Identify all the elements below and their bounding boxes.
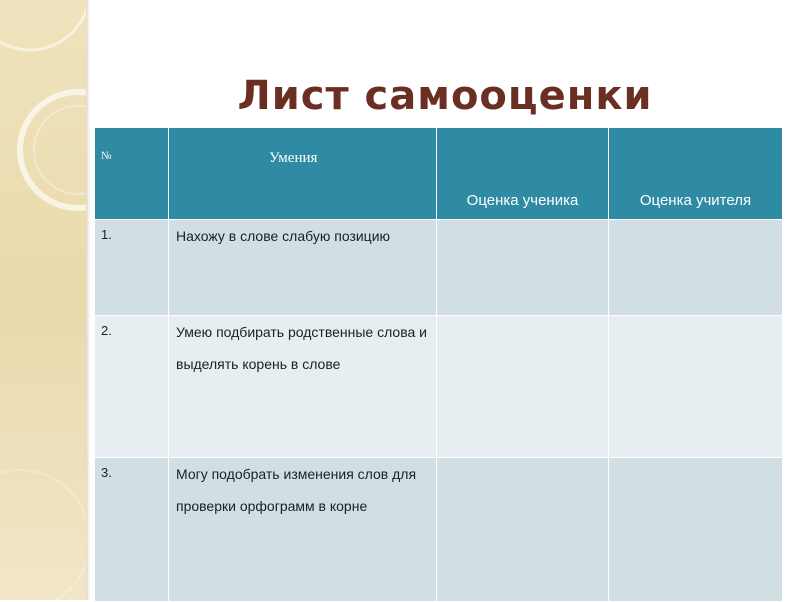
self-assessment-table	[94, 127, 783, 602]
row-skill: Могу подобрать изменения слов для проверки орфограмм в корне	[169, 458, 437, 602]
slide-title: Лист самооценки	[237, 72, 653, 119]
header-teacher-grade-label: Оценка учителя	[639, 192, 752, 209]
row-number: 1.	[95, 220, 169, 316]
table-header-row	[95, 128, 783, 220]
student-grade-cell[interactable]	[437, 220, 609, 316]
decorative-circles	[0, 0, 86, 600]
header-teacher-grade	[609, 128, 783, 220]
teacher-grade-cell[interactable]	[609, 458, 783, 602]
row-number: 2.	[95, 316, 169, 458]
header-skills-label: Умения	[269, 150, 318, 166]
table-row	[95, 220, 783, 316]
header-student-grade	[437, 128, 609, 220]
table-row	[95, 316, 783, 458]
student-grade-cell[interactable]	[437, 316, 609, 458]
table-row	[95, 458, 783, 602]
row-skill: Нахожу в слове слабую позицию	[169, 220, 437, 316]
student-grade-cell[interactable]	[437, 458, 609, 602]
row-skill: Умею подбирать родственные слова и выделять корень в слове	[169, 316, 437, 458]
header-number	[95, 128, 169, 220]
header-student-grade-label: Оценка ученика	[466, 192, 579, 209]
row-number: 3.	[95, 458, 169, 602]
header-number-label: №	[101, 150, 112, 162]
teacher-grade-cell[interactable]	[609, 220, 783, 316]
teacher-grade-cell[interactable]	[609, 316, 783, 458]
header-skills	[169, 128, 437, 220]
decorative-side-band	[0, 0, 86, 600]
